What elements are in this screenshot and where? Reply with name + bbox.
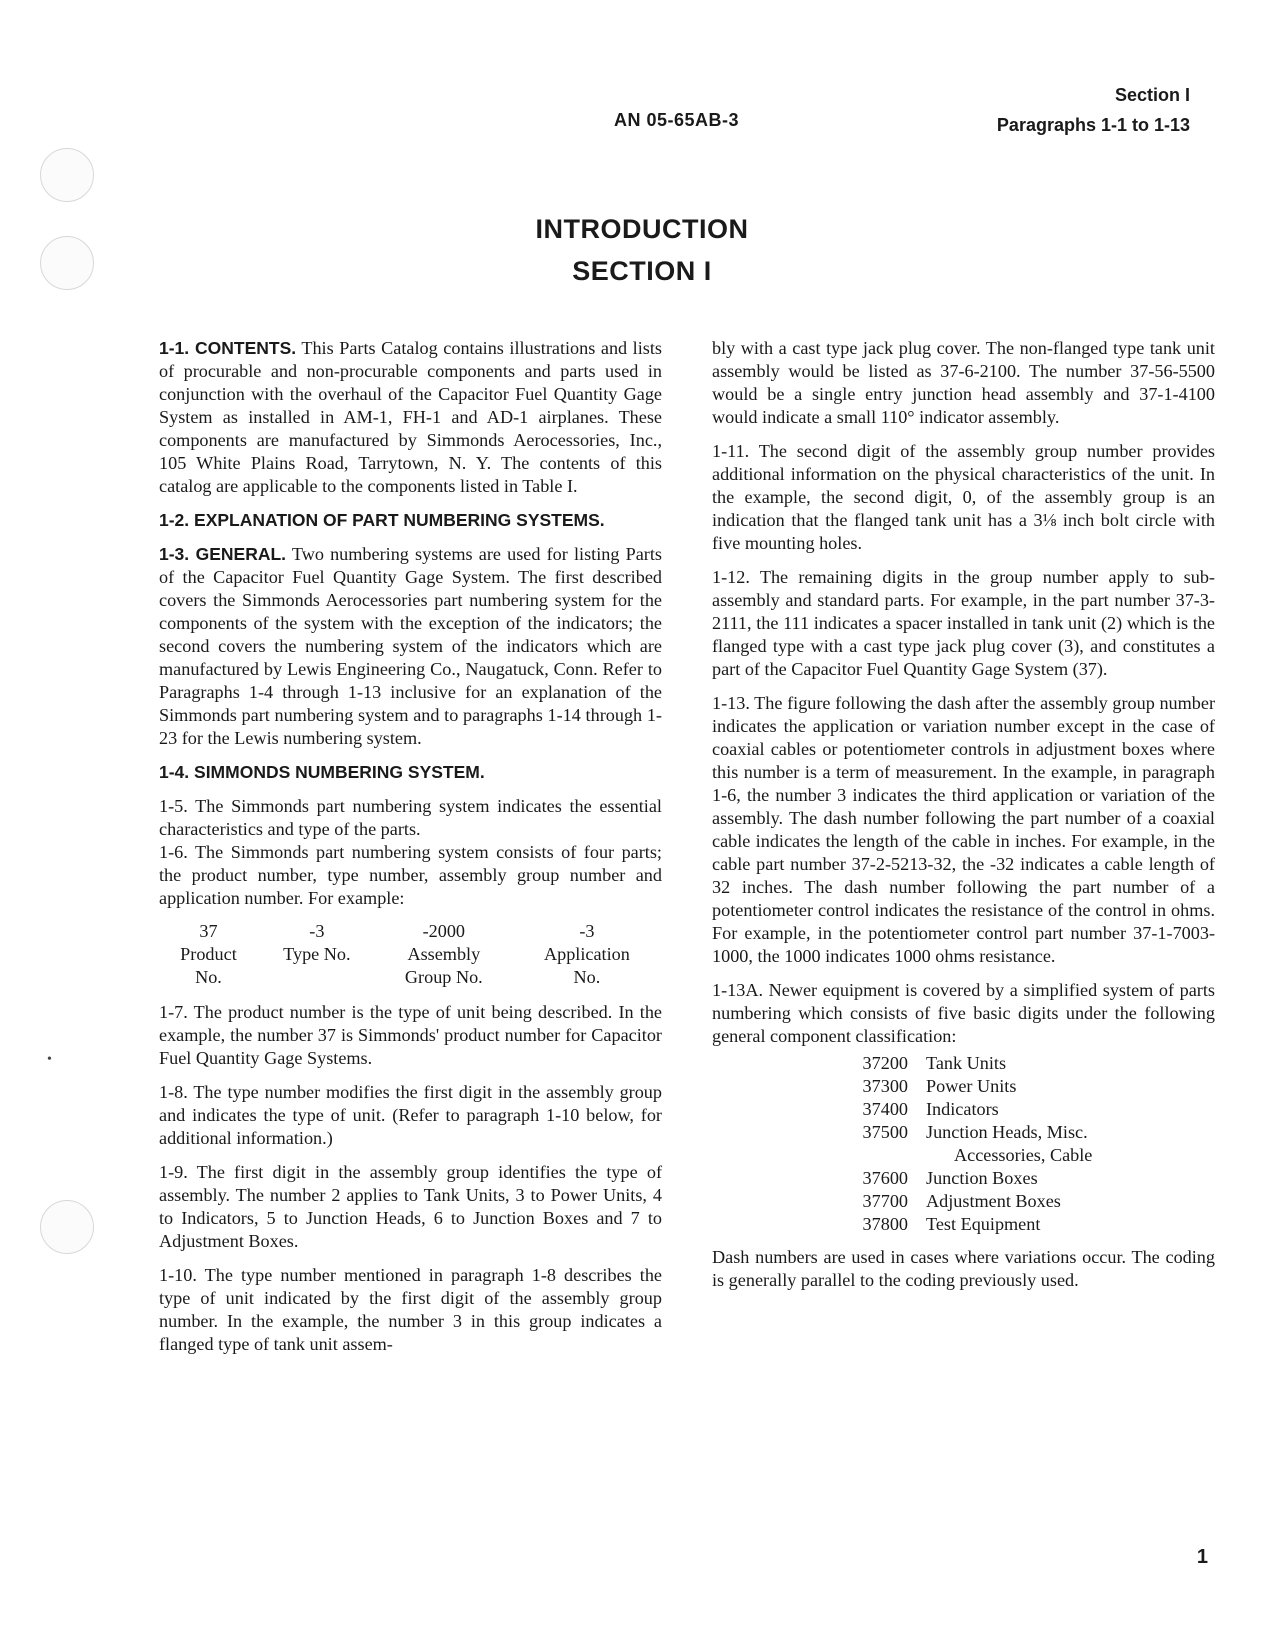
example-value: -3 — [579, 921, 595, 941]
class-code: 37600 — [862, 1168, 908, 1188]
page-number: 1 — [1196, 1546, 1208, 1568]
paragraph-1-6: 1-6. The Simmonds part numbering system consists of four parts; the product number, type number, assembly group number and application number. For example: — [159, 842, 662, 908]
paragraph-1-8: 1-8. The type number modifies the first digit in the assembly group and indicates the type of unit. (Refer to paragraph 1-10 below, for additional information.) — [159, 1082, 662, 1148]
class-name: Junction Boxes — [926, 1168, 1038, 1188]
classification-table — [836, 1052, 1092, 1236]
paragraph-1-11: 1-11. The second digit of the assembly group number provides additional information on the physical characteristics of the unit. In the example, the second digit, 0, of the assembly group is an indication that the flanged tank unit has a 3⅛ inch bolt circle with five mounting holes. — [712, 441, 1215, 553]
left-column — [159, 337, 662, 1367]
class-code: 37300 — [862, 1076, 908, 1096]
paragraph-1-13: 1-13. The figure following the dash after the assembly group number indicates the application or variation number except in the case of coaxial cables or potentiometer controls in adjustment boxes where this number is a term of measurement. In the example, in paragraph 1-6, the number 3 indicates the third application or variation of the assembly. The dash number following the part number of a coaxial cable indicates the length of the cable in inches. For example, in the cable part number 37-2-5213-32, the -32 indicates a cable length of 32 inches. The dash number following the part number of a potentiometer control indicates the resistance of the control in ohms. For example, in the potentiometer control part number 37-1-7003-1000, the 1000 indicates 1000 ohms resistance. — [712, 693, 1215, 966]
class-code: 37500 — [862, 1122, 908, 1142]
heading-1-2: 1-2. EXPLANATION OF PART NUMBERING SYSTEMS. — [159, 510, 605, 530]
example-table — [159, 920, 662, 989]
paragraph-1-9: 1-9. The first digit in the assembly group identifies the type of assembly. The number 2 applies to Tank Units, 3 to Power Units, 4 to Indicators, 5 to Junction Heads, 6 to Junction Boxes and 7 to Adjustment Boxes. — [159, 1162, 662, 1251]
example-label: Application — [543, 944, 630, 964]
run-in-heading: 1-1. CONTENTS. — [159, 338, 297, 358]
class-code: 37800 — [862, 1214, 908, 1234]
example-label: Type No. — [283, 944, 351, 964]
paragraph-1-10: 1-10. The type number mentioned in paragraph 1-8 describes the type of unit indicated by the first digit of the assembly group number. In the example, the number 3 in this group indicates a flanged type of tank unit assem- — [159, 1265, 662, 1354]
section-label: Section I — [1114, 85, 1190, 105]
class-name: Power Units — [926, 1076, 1017, 1096]
example-label — [258, 966, 376, 989]
classification-row — [836, 1052, 1092, 1075]
class-code: 37200 — [862, 1053, 908, 1073]
classification-row — [836, 1190, 1092, 1213]
class-name: Adjustment Boxes — [926, 1191, 1061, 1211]
classification-row — [836, 1213, 1092, 1236]
paragraph-1-12: 1-12. The remaining digits in the group number apply to sub-assembly and standard parts. For example, in the part number 37-3-2111, the 111 indicates a spacer installed in tank unit (2) which is the flanged type with a cast type jack plug cover (3), and constitutes a part of the Capacitor Fuel Quantity Gage System (37). — [712, 567, 1215, 679]
header-right — [997, 80, 1190, 140]
example-label: Group No. — [404, 967, 483, 987]
example-label: Assembly — [407, 944, 481, 964]
page-title: INTRODUCTION — [535, 214, 749, 244]
class-name: Test Equipment — [926, 1214, 1041, 1234]
paragraph-1-5: 1-5. The Simmonds part numbering system indicates the essential characteristics and type of the parts. — [159, 796, 662, 839]
class-name: Tank Units — [926, 1053, 1007, 1073]
run-in-heading: 1-3. GENERAL. — [159, 544, 287, 564]
example-value: -2000 — [422, 921, 466, 941]
example-value: -3 — [309, 921, 325, 941]
example-value: 37 — [199, 921, 218, 941]
dash-number-note: Dash numbers are used in cases where variations occur. The coding is generally parallel to the coding previously used. — [712, 1247, 1215, 1290]
section-title: SECTION I — [572, 256, 712, 286]
class-name: Junction Heads, Misc. Accessories, Cable — [926, 1122, 1093, 1165]
margin-mark: • — [47, 1052, 52, 1067]
classification-row — [836, 1098, 1092, 1121]
binder-hole-bottom — [40, 1200, 94, 1254]
paragraph-1-10-continued: bly with a cast type jack plug cover. The non-flanged type tank unit assembly would be listed as 37-6-2100. The number 37-56-5500 would be a single entry junction head assembly and 37-1-4100 would indicate a small 110° indicator assembly. — [712, 338, 1215, 427]
paragraph-1-3: 1-3. GENERAL. Two numbering systems are used for listing Parts of the Capacitor Fuel Quantity Gage System. The first described covers the Simmonds Aerocessories part numbering system for the components of the system with the exception of the indicators; the second covers the numbering system of the indicators which are manufactured by Lewis Engineering Co., Naugatuck, Conn. Refer to Paragraphs 1-4 through 1-13 inclusive for an explanation of the Simmonds part numbering system and to paragraphs 1-14 through 1-23 for the Lewis numbering system. — [159, 544, 662, 748]
paragraph-1-7: 1-7. The product number is the type of unit being described. In the example, the number 37 is Simmonds' product number for Capacitor Fuel Quantity Gage Systems. — [159, 1002, 662, 1068]
heading-1-4: 1-4. SIMMONDS NUMBERING SYSTEM. — [159, 762, 485, 782]
example-label: No. — [573, 967, 601, 987]
document-number: AN 05-65AB-3 — [614, 110, 740, 130]
classification-row — [836, 1075, 1092, 1098]
classification-row — [836, 1167, 1092, 1190]
paragraph-1-1: 1-1. CONTENTS. This Parts Catalog contains illustrations and lists of procurable and non-procurable components and parts used in conjunction with the overhaul of the Capacitor Fuel Quantity Gage System as installed in AM-1, FH-1 and AD-1 airplanes. These components are manufactured by Simmonds Aerocessories, Inc., 105 White Plains Road, Tarrytown, N. Y. The contents of this catalog are applicable to the components listed in Table I. — [159, 338, 662, 496]
class-name: Indicators — [926, 1099, 999, 1119]
right-column — [712, 337, 1215, 1303]
class-code: 37400 — [862, 1099, 908, 1119]
example-label: No. — [195, 967, 222, 987]
paragraph-1-13a: 1-13A. Newer equipment is covered by a simplified system of parts numbering which consists of five basic digits under the following general component classification: — [712, 980, 1215, 1046]
class-code: 37700 — [862, 1191, 908, 1211]
classification-row — [836, 1121, 1092, 1167]
example-label: Product — [180, 944, 237, 964]
binder-hole-top — [40, 148, 94, 202]
paragraph-range: Paragraphs 1-1 to 1-13 — [996, 115, 1190, 135]
